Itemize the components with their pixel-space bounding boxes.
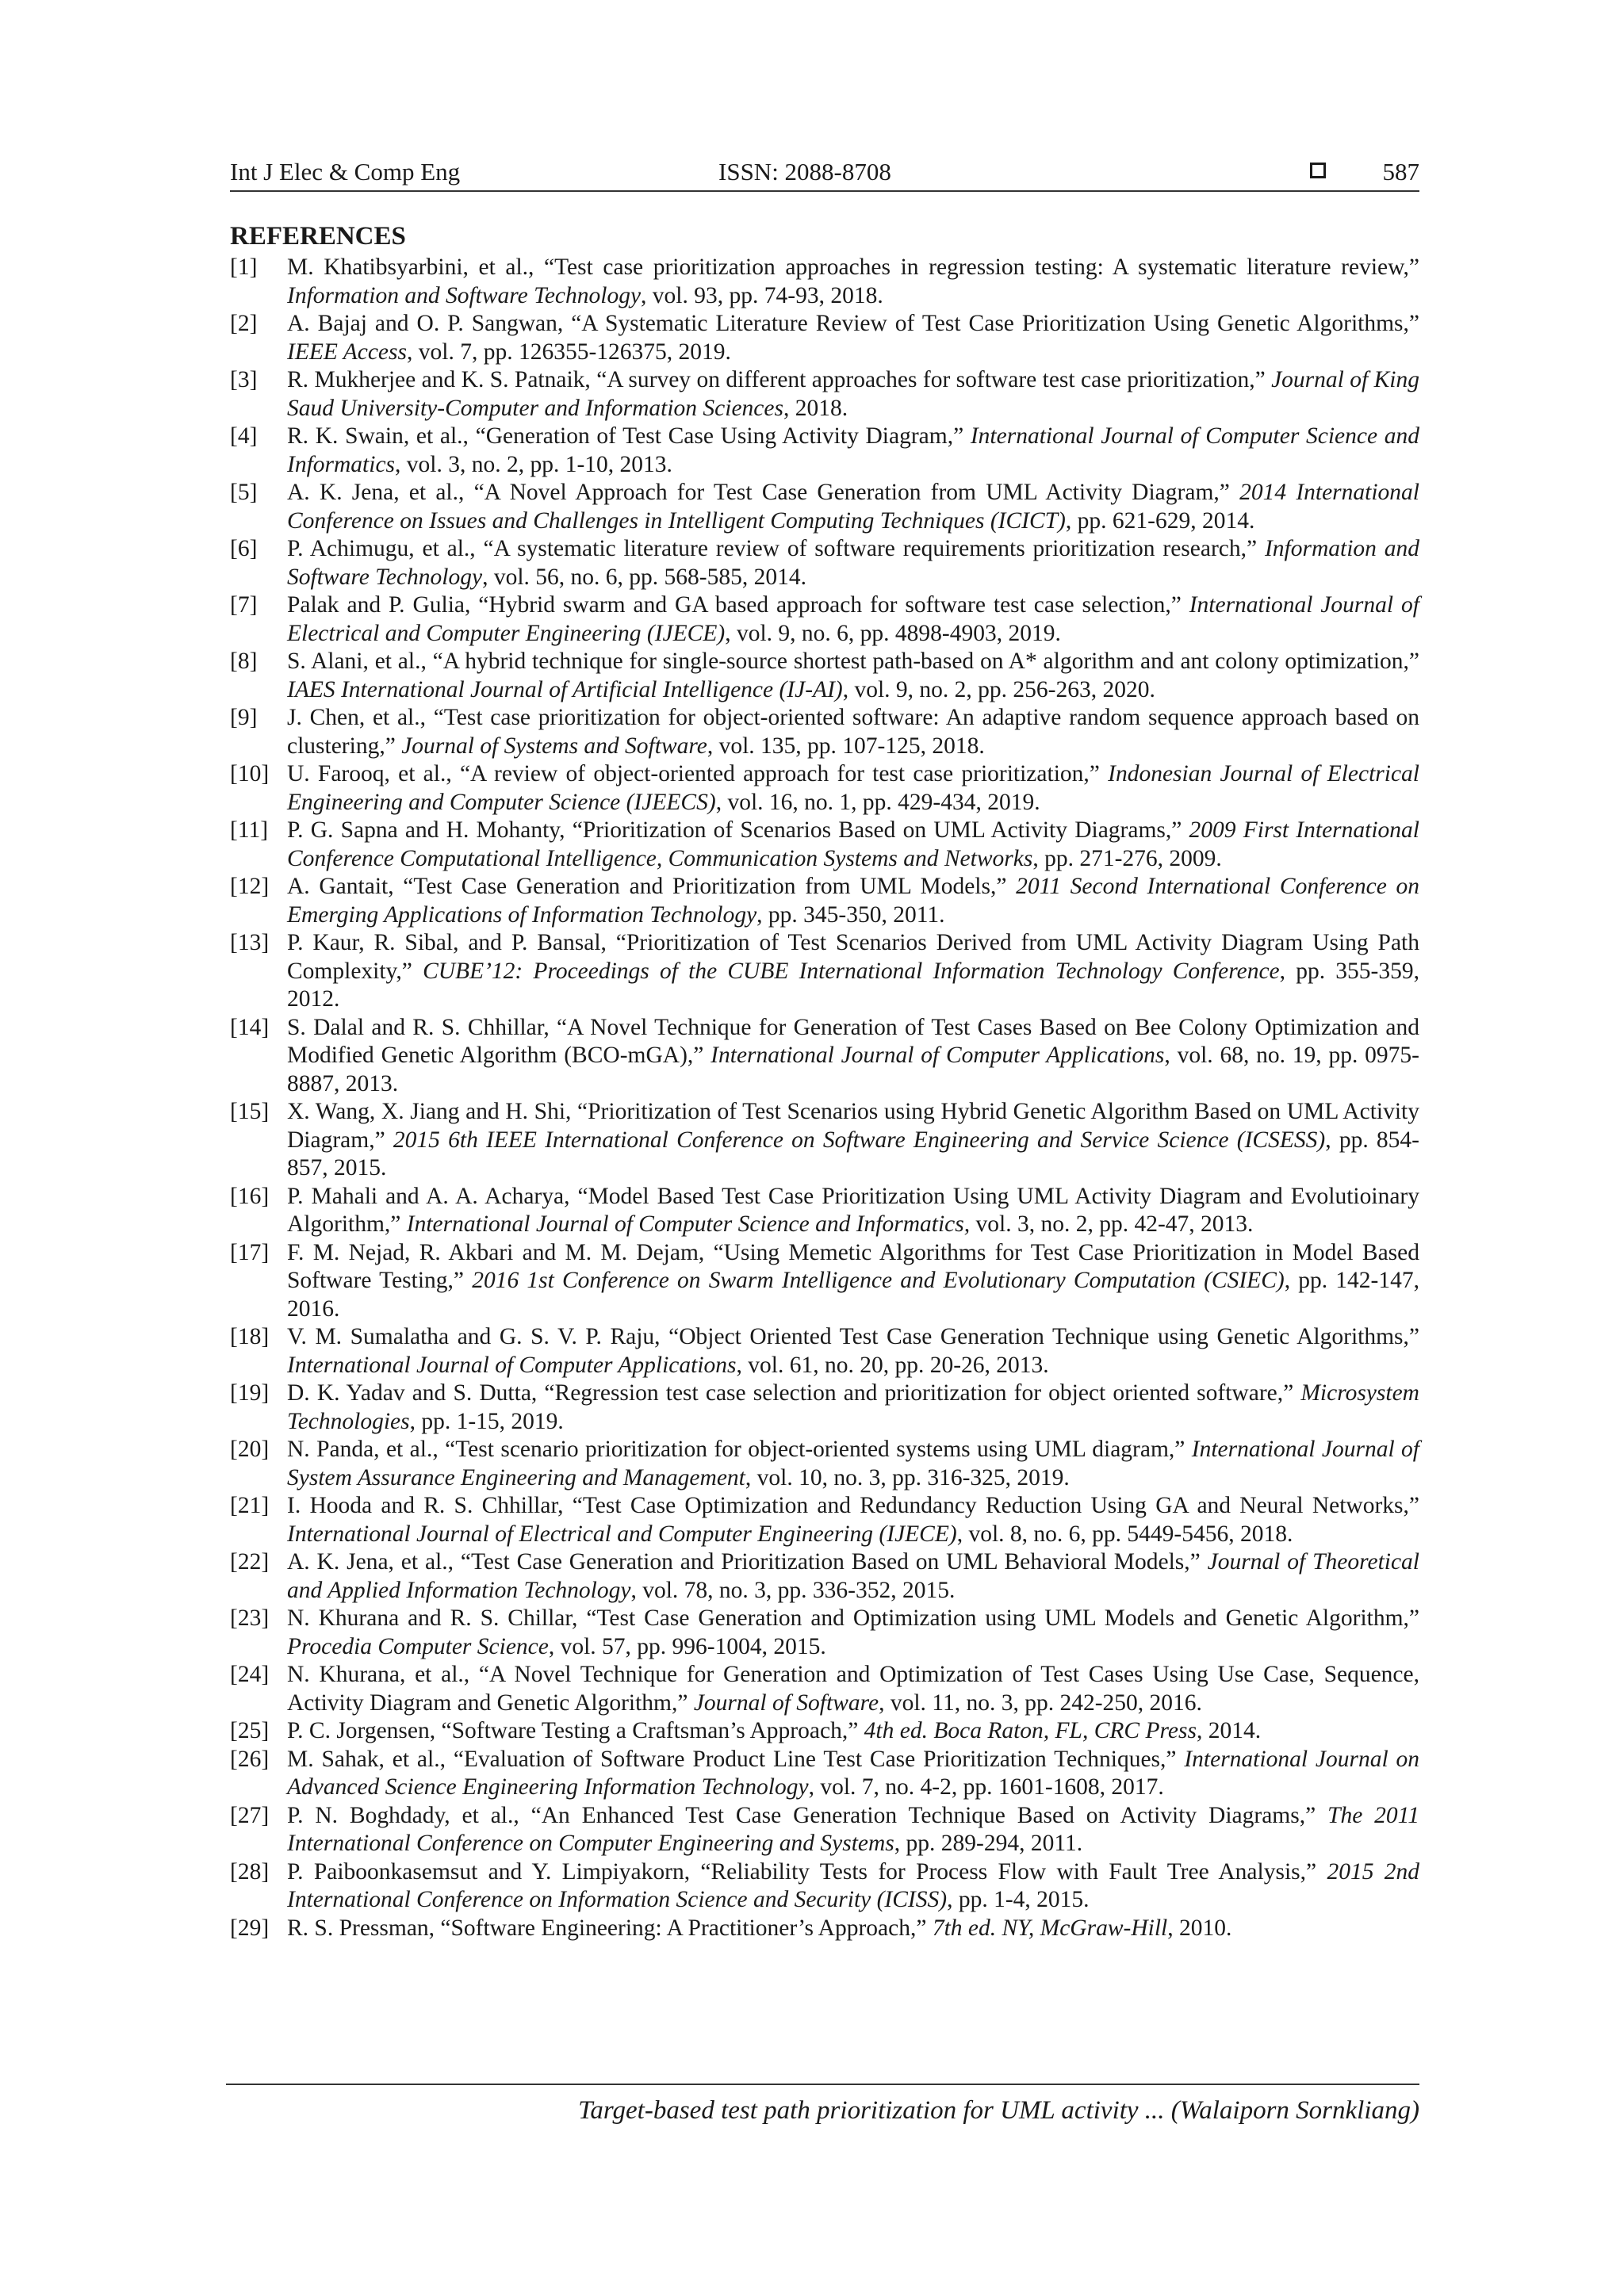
reference-venue: Procedia Computer Science <box>287 1633 549 1659</box>
reference-venue: IAES International Journal of Artificial Intelligence (IJ-AI) <box>287 676 843 702</box>
reference-authors-title: Palak and P. Gulia, “Hybrid swarm and GA based approach for software test case selection,” <box>287 592 1189 618</box>
reference-number: [1] <box>230 254 258 280</box>
reference-number: [6] <box>230 536 258 561</box>
reference-venue: Journal of Systems and Software <box>401 733 707 759</box>
reference-details: , vol. 78, no. 3, pp. 336-352, 2015. <box>630 1577 956 1603</box>
reference-details: , vol. 9, no. 2, pp. 256-263, 2020. <box>842 676 1155 702</box>
section-title: REFERENCES <box>230 222 406 251</box>
reference-details: , vol. 10, no. 3, pp. 316-325, 2019. <box>745 1464 1070 1490</box>
reference-authors-title: N. Khurana and R. S. Chillar, “Test Case Generation and Optimization using UML Models and Genetic Algorithm,” <box>287 1605 1419 1631</box>
reference-details: , vol. 8, no. 6, pp. 5449-5456, 2018. <box>956 1521 1293 1547</box>
reference-details: , pp. 1-15, 2019. <box>409 1408 564 1434</box>
reference-number: [3] <box>230 367 258 392</box>
reference-authors-title: S. Alani, et al., “A hybrid technique for single-source shortest path-based on A* algorithm and ant colony optimization,” <box>287 649 1419 674</box>
reference-details: , 2014. <box>1196 1718 1262 1743</box>
reference-venue: International Journal of Electrical and Computer Engineering (IJECE) <box>287 592 1419 646</box>
reference-text <box>287 1802 1419 1858</box>
reference-authors-title: P. C. Jorgensen, “Software Testing a Craftsman’s Approach,” <box>287 1718 864 1743</box>
reference-authors-title: S. Dalal and R. S. Chhillar, “A Novel Technique for Generation of Test Cases Based on Bee Colony Optimization and Modified Genetic Algorithm (BCO-mGA),” <box>287 1014 1419 1068</box>
reference-text <box>287 1492 1419 1548</box>
reference-number: [12] <box>230 874 270 899</box>
square-icon <box>1310 163 1326 178</box>
reference-item <box>230 1098 1419 1183</box>
reference-details: , vol. 135, pp. 107-125, 2018. <box>707 733 985 759</box>
reference-item <box>230 254 1419 310</box>
reference-details: , vol. 9, no. 6, pp. 4898-4903, 2019. <box>725 620 1061 646</box>
reference-item <box>230 1380 1419 1436</box>
reference-number: [10] <box>230 761 270 786</box>
reference-venue: International Journal of Electrical and Computer Engineering (IJECE) <box>287 1521 957 1547</box>
reference-details: , 2018. <box>783 395 848 421</box>
reference-item <box>230 1661 1419 1717</box>
reference-text <box>287 873 1419 929</box>
reference-authors-title: R. Mukherjee and K. S. Patnaik, “A survey on different approaches for software test case prioritization,” <box>287 367 1272 392</box>
reference-item <box>230 873 1419 929</box>
reference-item <box>230 479 1419 535</box>
reference-details: , pp. 289-294, 2011. <box>894 1831 1083 1856</box>
reference-number: [9] <box>230 705 258 730</box>
reference-item <box>230 591 1419 648</box>
reference-authors-title: P. Kaur, R. Sibal, and P. Bansal, “Prioritization of Test Scenarios Derived from UML Activity Diagram Using Path Complexity,” <box>287 930 1419 984</box>
reference-item <box>230 1717 1419 1746</box>
reference-details: , pp. 345-350, 2011. <box>756 901 945 928</box>
reference-authors-title: P. Mahali and A. A. Acharya, “Model Based Test Case Prioritization Using UML Activity Diagram and Evolutioinary Algorithm,” <box>287 1183 1419 1237</box>
reference-details: , vol. 93, pp. 74-93, 2018. <box>641 282 883 308</box>
reference-number: [15] <box>230 1099 270 1124</box>
reference-details: , pp. 854-857, 2015. <box>287 1127 1419 1181</box>
reference-item <box>230 310 1419 366</box>
reference-authors-title: D. K. Yadav and S. Dutta, “Regression test case selection and prioritization for object oriented software,” <box>287 1380 1301 1406</box>
reference-item <box>230 1014 1419 1099</box>
reference-text <box>287 1239 1419 1324</box>
reference-text <box>287 1548 1419 1605</box>
reference-text <box>287 366 1419 423</box>
reference-details: , vol. 61, no. 20, pp. 20-26, 2013. <box>736 1352 1049 1378</box>
reference-text <box>287 254 1419 310</box>
reference-text <box>287 648 1419 704</box>
reference-authors-title: R. K. Swain, et al., “Generation of Test Case Using Activity Diagram,” <box>287 423 971 449</box>
reference-number: [16] <box>230 1183 270 1209</box>
reference-number: [18] <box>230 1324 270 1349</box>
reference-text <box>287 760 1419 817</box>
reference-text <box>287 817 1419 873</box>
reference-number: [28] <box>230 1858 270 1885</box>
reference-number: [27] <box>230 1802 270 1828</box>
journal-name: Int J Elec & Comp Eng <box>230 158 461 186</box>
reference-authors-title: J. Chen, et al., “Test case prioritization for object-oriented software: An adaptive random sequence approach based on clustering,” <box>287 705 1419 759</box>
reference-text <box>287 929 1419 1014</box>
reference-details: , pp. 355-359, 2012. <box>287 958 1419 1012</box>
reference-details: , vol. 16, no. 1, pp. 429-434, 2019. <box>715 789 1040 815</box>
reference-authors-title: A. K. Jena, et al., “A Novel Approach for Test Case Generation from UML Activity Diagram,” <box>287 480 1240 505</box>
reference-authors-title: N. Khurana, et al., “A Novel Technique for Generation and Optimization of Test Cases Using Use Case, Sequence, Activity Diagram and Genetic Algorithm,” <box>287 1662 1419 1716</box>
reference-text <box>287 1858 1419 1915</box>
reference-authors-title: V. M. Sumalatha and G. S. V. P. Raju, “Object Oriented Test Case Generation Technique using Genetic Algorithms,” <box>287 1324 1419 1349</box>
reference-venue: International Journal on Advanced Science Engineering Information Technology <box>287 1746 1420 1800</box>
reference-number: [4] <box>230 423 258 449</box>
reference-number: [23] <box>230 1605 270 1631</box>
reference-venue: Journal of Theoretical and Applied Information Technology <box>287 1549 1419 1603</box>
page-header <box>230 154 1419 192</box>
reference-venue: International Journal of Computer Applications <box>710 1043 1165 1068</box>
reference-venue: 2016 1st Conference on Swarm Intelligence and Evolutionary Computation (CSIEC) <box>472 1268 1285 1293</box>
reference-item <box>230 535 1419 591</box>
reference-number: [26] <box>230 1746 270 1772</box>
reference-venue: 7th ed. NY, McGraw-Hill <box>932 1915 1168 1941</box>
reference-item <box>230 366 1419 423</box>
reference-text <box>287 1436 1419 1492</box>
reference-venue: International Journal of Computer Science and Informatics <box>287 423 1419 477</box>
reference-number: [22] <box>230 1549 270 1575</box>
reference-details: , 2010. <box>1167 1915 1232 1941</box>
reference-details: , pp. 1-4, 2015. <box>947 1887 1090 1912</box>
reference-item <box>230 1746 1419 1802</box>
reference-venue: Journal of King Saud University-Computer and Information Sciences <box>287 367 1420 421</box>
reference-authors-title: X. Wang, X. Jiang and H. Shi, “Prioritization of Test Scenarios using Hybrid Genetic Algorithm Based on UML Activity Diagram,” <box>287 1099 1419 1153</box>
reference-text <box>287 1746 1419 1802</box>
reference-venue: IEEE Access <box>287 339 407 365</box>
reference-number: [5] <box>230 480 258 505</box>
reference-details: , vol. 7, no. 4-2, pp. 1601-1608, 2017. <box>808 1774 1164 1800</box>
reference-details: , vol. 57, pp. 996-1004, 2015. <box>548 1633 826 1659</box>
reference-text <box>287 1661 1419 1717</box>
reference-details: , vol. 56, no. 6, pp. 568-585, 2014. <box>482 564 807 590</box>
reference-authors-title: A. Gantait, “Test Case Generation and Prioritization from UML Models,” <box>287 874 1017 899</box>
reference-text <box>287 1605 1419 1661</box>
reference-authors-title: U. Farooq, et al., “A review of object-oriented approach for test case prioritization,” <box>287 761 1109 786</box>
reference-number: [20] <box>230 1437 270 1462</box>
reference-text <box>287 1915 1419 1943</box>
reference-venue: Information and Software Technology <box>287 282 642 308</box>
reference-text <box>287 310 1419 366</box>
reference-details: , vol. 3, no. 2, pp. 1-10, 2013. <box>395 451 672 477</box>
reference-number: [14] <box>230 1014 270 1040</box>
reference-venue: Microsystem Technologies <box>287 1380 1419 1434</box>
reference-authors-title: A. Bajaj and O. P. Sangwan, “A Systematic Literature Review of Test Case Prioritization Using Genetic Algorithms,” <box>287 311 1419 336</box>
reference-details: vol. 3, no. 2, pp. 42-47, 2013. <box>970 1211 1254 1237</box>
reference-text <box>287 704 1419 760</box>
reference-text <box>287 591 1419 648</box>
reference-item <box>230 1915 1419 1943</box>
reference-venue: International Journal of Computer Applications <box>287 1352 737 1378</box>
reference-venue: 2015 6th IEEE International Conference on Software Engineering and Service Science (ICSESS) <box>393 1127 1326 1153</box>
reference-number: [21] <box>230 1493 270 1518</box>
reference-details: , pp. 621-629, 2014. <box>1065 507 1255 534</box>
reference-authors-title: F. M. Nejad, R. Akbari and M. M. Dejam, “Using Memetic Algorithms for Test Case Prioritization in Model Based Software Testing,” <box>287 1239 1419 1293</box>
reference-item <box>230 1802 1419 1858</box>
reference-venue: CUBE’12: Proceedings of the CUBE International Information Technology Conference <box>423 958 1280 984</box>
reference-number: [8] <box>230 649 258 674</box>
reference-item <box>230 1183 1419 1239</box>
reference-authors-title: A. K. Jena, et al., “Test Case Generation and Prioritization Based on UML Behavioral Models,” <box>287 1549 1208 1575</box>
reference-authors-title: M. Khatibsyarbini, et al., “Test case prioritization approaches in regression testing: A systematic literature review,” <box>287 254 1419 280</box>
reference-number: [29] <box>230 1915 270 1941</box>
reference-venue: Journal of Software <box>693 1689 879 1716</box>
issn-label: ISSN: 2088-8708 <box>718 158 891 186</box>
reference-item <box>230 1436 1419 1492</box>
reference-text <box>287 1183 1419 1239</box>
reference-number: [2] <box>230 311 258 336</box>
reference-details: , vol. 68, no. 19, pp. 0975-8887, 2013. <box>287 1043 1419 1096</box>
reference-details: , pp. 271-276, 2009. <box>1032 845 1222 871</box>
reference-venue: The 2011 International Conference on Computer Engineering and Systems <box>287 1802 1419 1856</box>
reference-item <box>230 1605 1419 1661</box>
reference-item <box>230 648 1419 704</box>
reference-item <box>230 817 1419 873</box>
reference-text <box>287 1717 1419 1746</box>
reference-item <box>230 1858 1419 1915</box>
reference-authors-title: P. Paiboonkasemsut and Y. Limpiyakorn, “Reliability Tests for Process Flow with Fault Tree Analysis,” <box>287 1858 1327 1885</box>
reference-text <box>287 1380 1419 1436</box>
footer-divider <box>226 2084 1419 2085</box>
reference-item <box>230 423 1419 479</box>
reference-venue: International Journal of Computer Science and Informatics, <box>406 1211 971 1237</box>
reference-text <box>287 423 1419 479</box>
reference-text <box>287 1323 1419 1380</box>
reference-number: [24] <box>230 1662 270 1687</box>
reference-details: , vol. 7, pp. 126355-126375, 2019. <box>407 339 731 365</box>
reference-venue: 2009 First International Conference Computational Intelligence, Communication Systems and Networks <box>287 817 1419 871</box>
reference-venue: Information and Software Technology <box>287 536 1419 590</box>
reference-number: [13] <box>230 930 270 955</box>
reference-text <box>287 535 1419 591</box>
reference-details: , vol. 11, no. 3, pp. 242-250, 2016. <box>879 1689 1202 1716</box>
reference-number: [25] <box>230 1718 270 1743</box>
page-number: 587 <box>1382 158 1419 186</box>
reference-venue: 2014 International Conference on Issues and Challenges in Intelligent Computing Techniques (ICICT) <box>287 480 1419 534</box>
reference-authors-title: N. Panda, et al., “Test scenario prioritization for object-oriented systems using UML diagram,” <box>287 1437 1192 1462</box>
reference-authors-title: M. Sahak, et al., “Evaluation of Software Product Line Test Case Prioritization Techniques,” <box>287 1746 1185 1772</box>
reference-number: [11] <box>230 817 269 843</box>
reference-item <box>230 929 1419 1014</box>
reference-item <box>230 760 1419 817</box>
reference-details: , pp. 142-147, 2016. <box>287 1268 1419 1322</box>
reference-venue: International Journal of System Assurance Engineering and Management <box>287 1437 1419 1490</box>
reference-authors-title: P. N. Boghdady, et al., “An Enhanced Test Case Generation Technique Based on Activity Diagrams,” <box>287 1802 1328 1828</box>
reference-item <box>230 1548 1419 1605</box>
reference-venue: Indonesian Journal of Electrical Engineering and Computer Science (IJEECS) <box>287 761 1420 815</box>
reference-venue: 2011 Second International Conference on Emerging Applications of Information Technology <box>287 874 1420 928</box>
reference-authors-title: I. Hooda and R. S. Chhillar, “Test Case Optimization and Redundancy Reduction Using GA and Neural Networks,” <box>287 1493 1419 1518</box>
reference-item <box>230 1239 1419 1324</box>
reference-item <box>230 1492 1419 1548</box>
running-footer: Target-based test path prioritization for UML activity ... (Walaiporn Sornkliang) <box>578 2096 1419 2125</box>
reference-venue: 2015 2nd International Conference on Information Science and Security (ICISS) <box>287 1858 1420 1912</box>
reference-item <box>230 1323 1419 1380</box>
reference-number: [7] <box>230 592 258 618</box>
reference-list <box>230 254 1419 1942</box>
reference-authors-title: P. Achimugu, et al., “A systematic literature review of software requirements prioritization research,” <box>287 536 1265 561</box>
reference-text <box>287 479 1419 535</box>
reference-text <box>287 1014 1419 1099</box>
reference-authors-title: R. S. Pressman, “Software Engineering: A Practitioner’s Approach,” <box>287 1915 933 1941</box>
reference-number: [19] <box>230 1380 270 1406</box>
reference-venue: 4th ed. Boca Raton, FL, CRC Press <box>864 1718 1197 1743</box>
reference-item <box>230 704 1419 760</box>
reference-text <box>287 1098 1419 1183</box>
reference-authors-title: P. G. Sapna and H. Mohanty, “Prioritization of Scenarios Based on UML Activity Diagrams,” <box>287 817 1189 843</box>
reference-number: [17] <box>230 1239 270 1265</box>
